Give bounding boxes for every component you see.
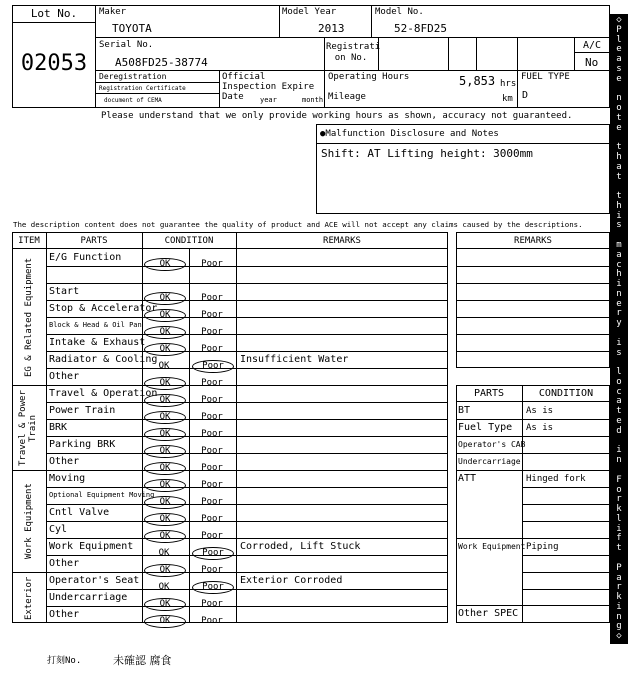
serial-divider xyxy=(324,37,325,70)
table-row-part: Other xyxy=(49,371,80,382)
table-row-part: BRK xyxy=(49,422,68,433)
sidebar-char: ◇ xyxy=(616,15,622,25)
sidebar-char: i xyxy=(616,210,622,221)
sidebar-char: h xyxy=(616,200,622,211)
table-row-part: Intake & Exhaust xyxy=(49,337,146,348)
right-part-label: Work Equipment xyxy=(458,542,526,551)
reg-cell-4 xyxy=(517,37,518,70)
condition-ok-label: OK xyxy=(144,513,186,526)
right-remarks-line xyxy=(456,283,610,284)
sidebar-char: n xyxy=(616,288,622,299)
sidebar-char: l xyxy=(616,34,622,45)
condition-poor-label: Poor xyxy=(192,581,234,594)
table-row-part: Moving xyxy=(49,473,86,484)
right-remarks-line xyxy=(456,317,610,318)
group-exterior-label: Exterior xyxy=(24,576,34,620)
right-parts-header-line xyxy=(456,401,610,402)
sidebar-char: e xyxy=(616,44,622,55)
sidebar-char: P xyxy=(616,24,622,35)
right-condition-line xyxy=(522,555,610,556)
right-part-label: BT xyxy=(458,405,471,416)
right-remarks-line xyxy=(456,266,610,267)
sidebar-char: a xyxy=(616,54,622,65)
right-part-label: Undercarriage xyxy=(458,457,521,466)
parts-header: PARTS xyxy=(80,236,108,246)
condition-poor-label: Poor xyxy=(201,616,223,626)
row-line xyxy=(46,402,448,403)
sidebar-char: i xyxy=(616,445,622,456)
table-row-part: Power Train xyxy=(49,405,116,416)
right-condition-value: As is xyxy=(526,406,554,416)
lot-number: 02053 xyxy=(20,51,88,76)
sidebar-char: e xyxy=(616,298,622,309)
sidebar-char: t xyxy=(616,142,622,153)
right-remarks-header: REMARKS xyxy=(514,236,552,246)
sidebar-char: r xyxy=(616,308,622,319)
sidebar-char: c xyxy=(616,386,622,397)
row-line xyxy=(46,504,448,505)
lot-divider xyxy=(12,22,96,23)
right-remarks-line xyxy=(456,300,610,301)
condition-ok-label: OK xyxy=(144,292,186,305)
dereg-label: Deregistration xyxy=(99,72,167,81)
condition-ok-label: OK xyxy=(144,462,186,475)
sidebar-char: i xyxy=(616,279,622,290)
location-sidebar xyxy=(610,14,628,644)
sidebar-char: r xyxy=(616,582,622,593)
condition-poor-label: Poor xyxy=(201,480,223,490)
group-travel-label: Travel & Power Train xyxy=(18,390,38,466)
row-line xyxy=(46,521,448,522)
right-condition-value: Hinged fork xyxy=(526,474,586,484)
sidebar-char: l xyxy=(616,513,622,524)
sidebar-char: e xyxy=(616,73,622,84)
right-condition-line xyxy=(522,521,610,522)
table-row-part: Block & Head & Oil Pan xyxy=(49,321,142,329)
table-row-remark: Insufficient Water xyxy=(240,354,349,365)
sidebar-char: k xyxy=(616,504,622,515)
condition-poor-label: Poor xyxy=(201,514,223,524)
sidebar-char: o xyxy=(616,103,622,114)
stamp-value: 未確認 腐食 xyxy=(113,654,172,667)
condition-ok-label: OK xyxy=(144,564,186,577)
operating-hours-label: Operating Hours xyxy=(328,72,410,82)
group-exterior xyxy=(12,573,46,623)
right-condition-header: CONDITION xyxy=(538,388,594,399)
cema-label: document of CEMA xyxy=(104,97,162,104)
table-row-part: E/G Function xyxy=(49,252,122,263)
reg-cell-2 xyxy=(448,37,449,70)
sidebar-char: n xyxy=(616,93,622,104)
sidebar-text xyxy=(610,14,628,642)
sidebar-char: f xyxy=(616,533,622,544)
sidebar-char: s xyxy=(616,220,622,231)
table-row-part: Travel & Operation xyxy=(49,388,158,399)
sidebar-char: e xyxy=(616,416,622,427)
row-line xyxy=(46,283,448,284)
row-line xyxy=(46,538,448,539)
condition-poor-label: Poor xyxy=(192,547,234,560)
stamp-label: 打刻No. xyxy=(47,656,82,666)
table-row-remark: Corroded, Lift Stuck xyxy=(240,541,361,552)
condition-ok-label: OK xyxy=(144,445,186,458)
right-part-label: Operator's CAB xyxy=(458,440,526,449)
dereg-divider-2 xyxy=(96,93,219,94)
sidebar-char: g xyxy=(616,621,622,632)
table-row-part: Stop & Accelerator xyxy=(49,303,158,314)
sidebar-char: d xyxy=(616,425,622,436)
ac-value: No xyxy=(585,56,599,69)
mileage-label: Mileage xyxy=(328,92,366,102)
table-row-part: Other xyxy=(49,456,80,467)
condition-ok-label: OK xyxy=(144,309,186,322)
sidebar-char: a xyxy=(616,396,622,407)
right-part-label: Other SPEC xyxy=(458,608,519,619)
condition-ok-label: OK xyxy=(144,615,186,628)
condition-ok-label: OK xyxy=(144,598,186,611)
hours-notice: Please understand that we only provide working hours as shown, accuracy not guaranteed. xyxy=(101,111,573,121)
condition-ok xyxy=(144,251,186,271)
model-year-label: Model Year xyxy=(282,7,337,17)
year-label: year xyxy=(260,96,277,104)
sidebar-char: s xyxy=(616,63,622,74)
condition-poor-label: Poor xyxy=(201,429,223,439)
group-work xyxy=(12,471,46,572)
sidebar-char: h xyxy=(616,269,622,280)
sidebar-char: y xyxy=(616,318,622,329)
condition-poor-label: Poor xyxy=(201,531,223,541)
right-remarks-line xyxy=(456,351,610,352)
item-header: ITEM xyxy=(18,236,40,246)
malfunction-title: ●Malfunction Disclosure and Notes xyxy=(320,129,499,139)
sidebar-char: t xyxy=(616,406,622,417)
col-line-4 xyxy=(236,232,237,623)
condition-poor-label: Poor xyxy=(201,497,223,507)
lot-box xyxy=(12,5,96,108)
sidebar-char: a xyxy=(616,572,622,583)
condition-poor xyxy=(192,251,232,270)
sidebar-char: n xyxy=(616,455,622,466)
sidebar-char: n xyxy=(616,611,622,622)
sidebar-char: l xyxy=(616,367,622,378)
table-row-part: Parking BRK xyxy=(49,439,116,450)
lot-label: Lot No. xyxy=(30,7,78,20)
malfunction-box xyxy=(316,124,610,214)
registration-label: Registrati on No. xyxy=(326,42,381,63)
row-line xyxy=(46,487,448,488)
table-row-part: Other xyxy=(49,609,80,620)
fuel-vdivider xyxy=(517,70,518,108)
right-condition-line xyxy=(522,589,610,590)
month-label: month xyxy=(302,96,324,104)
sidebar-char: t xyxy=(616,543,622,554)
model-no-value: 52-8FD25 xyxy=(394,22,447,35)
header-line xyxy=(12,248,448,249)
maker-label: Maker xyxy=(99,7,127,17)
sidebar-char: P xyxy=(616,562,622,573)
table-row-part: Radiator & Cooling xyxy=(49,354,158,365)
reg-cell-1 xyxy=(378,37,379,70)
condition-ok-label: OK xyxy=(144,530,186,543)
condition-ok-label: OK xyxy=(144,258,186,271)
right-condition-value: As is xyxy=(526,423,554,433)
right-parts-line xyxy=(456,605,610,606)
operating-hours-value: 5,853 xyxy=(459,74,496,88)
right-parts-line xyxy=(456,470,610,471)
model-year-value: 2013 xyxy=(318,22,345,35)
disclaimer: The description content does not guarantee the quality of product and ACE will not accept any claims caused by the descriptions. xyxy=(13,220,583,229)
table-row-part: Start xyxy=(49,286,80,297)
group-eg-label: EG & Related Equipment xyxy=(24,256,34,377)
sidebar-char: c xyxy=(616,259,622,270)
header-row-divider-1 xyxy=(96,37,610,38)
official-inspection-label: Official Inspection Expire Date xyxy=(222,72,315,102)
right-parts-line xyxy=(456,538,610,539)
ac-divider xyxy=(574,52,610,53)
right-parts-line xyxy=(456,419,610,420)
fuel-type-value: D xyxy=(522,90,529,101)
table-row-remark: Exterior Corroded xyxy=(240,575,343,586)
right-remarks-line xyxy=(456,334,610,335)
row-line xyxy=(46,555,448,556)
sidebar-char: r xyxy=(616,494,622,505)
fuel-type-label: FUEL TYPE xyxy=(521,72,570,82)
condition-ok-label: OK xyxy=(158,582,170,592)
sidebar-char: a xyxy=(616,249,622,260)
maker-value: TOYOTA xyxy=(112,22,152,35)
right-remarks-line xyxy=(456,248,610,249)
condition-poor-label: Poor xyxy=(201,344,223,354)
right-condition-line xyxy=(522,504,610,505)
model-no-label: Model No. xyxy=(375,7,424,17)
serial-value: A508FD25-38774 xyxy=(115,56,208,69)
condition-poor-label: Poor xyxy=(201,463,223,473)
sidebar-char: k xyxy=(616,592,622,603)
table-row-part: Other xyxy=(49,558,80,569)
row-line xyxy=(46,334,448,335)
sidebar-char: t xyxy=(616,112,622,123)
model-year-divider xyxy=(371,5,372,37)
table-row-part: Operator's Seat xyxy=(49,575,140,586)
sidebar-char: F xyxy=(616,474,622,485)
condition-ok-label: OK xyxy=(144,326,186,339)
right-condition-line xyxy=(522,572,610,573)
sidebar-char: s xyxy=(616,347,622,358)
sidebar-char: i xyxy=(616,523,622,534)
condition-poor-label: Poor xyxy=(201,395,223,405)
right-part-label: ATT xyxy=(458,473,477,484)
row-line xyxy=(46,351,448,352)
condition-ok-label: OK xyxy=(144,343,186,356)
dereg-vdivider xyxy=(219,70,220,108)
col-line-1 xyxy=(46,232,47,623)
condition-poor-label: Poor xyxy=(201,565,223,575)
group-eg xyxy=(12,249,46,384)
sidebar-char: t xyxy=(616,191,622,202)
condition-ok-label: OK xyxy=(144,394,186,407)
sidebar-char: o xyxy=(616,376,622,387)
condition-ok-label: OK xyxy=(158,361,170,371)
reg-cell-3 xyxy=(476,37,477,70)
sidebar-char: ◇ xyxy=(616,631,622,642)
right-part-label: Fuel Type xyxy=(458,422,513,433)
condition-header: CONDITION xyxy=(164,236,214,246)
dereg-divider-1 xyxy=(96,82,219,83)
condition-poor-label: Poor xyxy=(201,412,223,422)
condition-poor-label: Poor xyxy=(201,310,223,320)
hrs-label: hrs xyxy=(500,79,517,89)
header-row-divider-2 xyxy=(96,70,610,71)
right-condition-line xyxy=(522,487,610,488)
condition-ok-label: OK xyxy=(144,377,186,390)
malfunction-text: Shift: AT Lifting height: 3000mm xyxy=(321,147,533,160)
table-row-part: Cntl Valve xyxy=(49,507,110,518)
maker-divider xyxy=(279,5,280,37)
row-line xyxy=(46,419,448,420)
right-parts-header: PARTS xyxy=(473,388,505,399)
row-line xyxy=(46,606,448,607)
row-line xyxy=(46,300,448,301)
sidebar-char: o xyxy=(616,484,622,495)
sidebar-char: i xyxy=(616,601,622,612)
row-line xyxy=(46,266,448,267)
right-parts-line xyxy=(456,436,610,437)
row-line xyxy=(46,317,448,318)
condition-poor-label: Poor xyxy=(192,360,234,373)
condition-ok-label: OK xyxy=(144,479,186,492)
condition-poor-label: Poor xyxy=(201,378,223,388)
condition-ok-label: OK xyxy=(158,548,170,558)
sidebar-char: h xyxy=(616,151,622,162)
col-line-2 xyxy=(142,232,143,623)
row-line xyxy=(46,453,448,454)
row-line xyxy=(46,589,448,590)
condition-ok-label: OK xyxy=(144,496,186,509)
inspection-vdivider xyxy=(324,70,325,108)
group-travel xyxy=(12,386,46,470)
row-line xyxy=(46,368,448,369)
reg-cert-label: Registration Certificate xyxy=(99,85,186,92)
km-label: km xyxy=(502,94,513,104)
sidebar-char: t xyxy=(616,171,622,182)
table-row-part: Optional Equipment Moving xyxy=(49,491,155,499)
condition-ok-label: OK xyxy=(144,428,186,441)
table-row-part: Work Equipment xyxy=(49,541,134,552)
condition-poor-label: Poor xyxy=(201,327,223,337)
condition-poor-label: Poor xyxy=(201,599,223,609)
sidebar-char: i xyxy=(616,337,622,348)
condition-poor-label: Poor xyxy=(201,446,223,456)
sidebar-char: a xyxy=(616,161,622,172)
condition-poor xyxy=(192,608,232,627)
sidebar-char: e xyxy=(616,122,622,133)
row-line xyxy=(46,436,448,437)
sidebar-char: m xyxy=(616,239,622,250)
serial-label: Serial No. xyxy=(99,40,154,50)
condition-poor-label: Poor xyxy=(201,259,223,269)
group-work-label: Work Equipment xyxy=(24,483,34,560)
condition-ok-label: OK xyxy=(144,411,186,424)
remarks-header: REMARKS xyxy=(323,236,361,246)
condition-poor-label: Poor xyxy=(201,293,223,303)
table-row-part: Undercarriage xyxy=(49,592,128,603)
condition-ok xyxy=(144,608,186,628)
reg-cell-5 xyxy=(574,37,575,70)
ac-label: A/C xyxy=(583,40,602,51)
right-condition-value: Piping xyxy=(526,542,559,552)
malfunction-divider xyxy=(317,143,609,144)
table-row-part: Cyl xyxy=(49,524,68,535)
right-parts-line xyxy=(456,453,610,454)
